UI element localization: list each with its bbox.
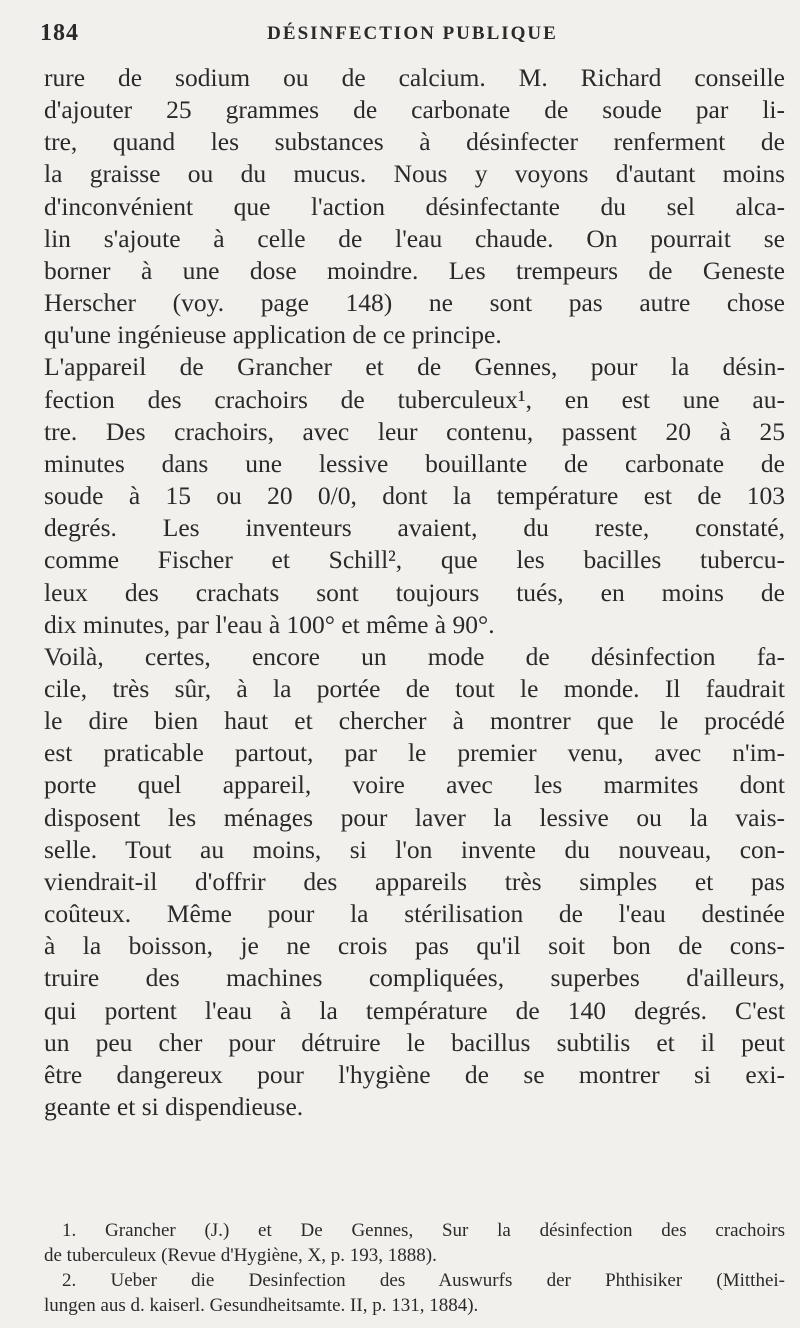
footnote-line: de tuberculeux (Revue d'Hygiène, X, p. 193, 1888). [44, 1245, 437, 1266]
text-line: lin s'ajoute à celle de l'eau chaude. On pourrait se [44, 223, 785, 253]
text-line: qu'une ingénieuse application de ce principe. [44, 320, 502, 350]
text-line: fection des crachoirs de tuberculeux¹, en est une au- [44, 384, 785, 414]
text-line: comme Fischer et Schill², que les bacilles tubercu- [44, 545, 785, 575]
text-line: est praticable partout, par le premier venu, avec n'im- [44, 738, 785, 768]
text-line: tre. Des crachoirs, avec leur contenu, passent 20 à 25 [44, 416, 785, 446]
text-line: selle. Tout au moins, si l'on invente du nouveau, con- [44, 834, 785, 864]
body-text [44, 62, 785, 1123]
text-line: coûteux. Même pour la stérilisation de l'eau destinée [44, 899, 785, 929]
text-line: truire des machines compliquées, superbes d'ailleurs, [44, 963, 785, 993]
footnotes [44, 1218, 785, 1318]
text-line: dix minutes, par l'eau à 100° et même à 90°. [44, 609, 495, 639]
text-line: tre, quand les substances à désinfecter renferment de [44, 127, 785, 157]
text-line: à la boisson, je ne crois pas qu'il soit bon de cons- [44, 931, 785, 961]
text-line: le dire bien haut et chercher à montrer que le procédé [44, 706, 785, 736]
text-line: la graisse ou du mucus. Nous y voyons d'autant moins [44, 159, 785, 189]
text-line: borner à une dose moindre. Les trempeurs de Geneste [44, 255, 785, 285]
text-line: soude à 15 ou 20 0/0, dont la température est de 103 [44, 481, 785, 511]
running-title: DÉSINFECTION PUBLIQUE [267, 23, 558, 44]
text-line: être dangereux pour l'hygiène de se montrer si exi- [44, 1059, 785, 1089]
text-line: d'inconvénient que l'action désinfectante du sel alca- [44, 191, 785, 221]
text-line: porte quel appareil, voire avec les marmites dont [44, 770, 785, 800]
text-line: degrés. Les inventeurs avaient, du reste, constaté, [44, 513, 785, 543]
text-line: leux des crachats sont toujours tués, en moins de [44, 577, 785, 607]
footnote-line: lungen aus d. kaiserl. Gesundheitsamte. II, p. 131, 1884). [44, 1295, 479, 1316]
footnote-line: 1. Grancher (J.) et De Gennes, Sur la désinfection des crachoirs [62, 1220, 785, 1241]
text-line: L'appareil de Grancher et de Gennes, pour la désin- [44, 352, 785, 382]
text-line: qui portent l'eau à la température de 140 degrés. C'est [44, 995, 785, 1025]
text-line: Voilà, certes, encore un mode de désinfection fa- [44, 641, 785, 671]
page-number: 184 [40, 20, 79, 46]
text-line: d'ajouter 25 grammes de carbonate de soude par li- [44, 95, 785, 125]
text-line: viendrait-il d'offrir des appareils très simples et pas [44, 866, 785, 896]
text-line: rure de sodium ou de calcium. M. Richard conseille [44, 63, 785, 92]
text-line: un peu cher pour détruire le bacillus subtilis et il peut [44, 1027, 785, 1057]
text-line: Herscher (voy. page 148) ne sont pas autre chose [44, 288, 785, 318]
text-line: cile, très sûr, à la portée de tout le monde. Il faudrait [44, 673, 785, 703]
footnote-line: 2. Ueber die Desinfection des Auswurfs der Phthisiker (Mitthei- [62, 1270, 785, 1291]
text-line: geante et si dispendieuse. [44, 1092, 304, 1121]
text-line: minutes dans une lessive bouillante de carbonate de [44, 448, 785, 478]
page-header [40, 20, 785, 60]
text-line: disposent les ménages pour laver la lessive ou la vais- [44, 802, 785, 832]
